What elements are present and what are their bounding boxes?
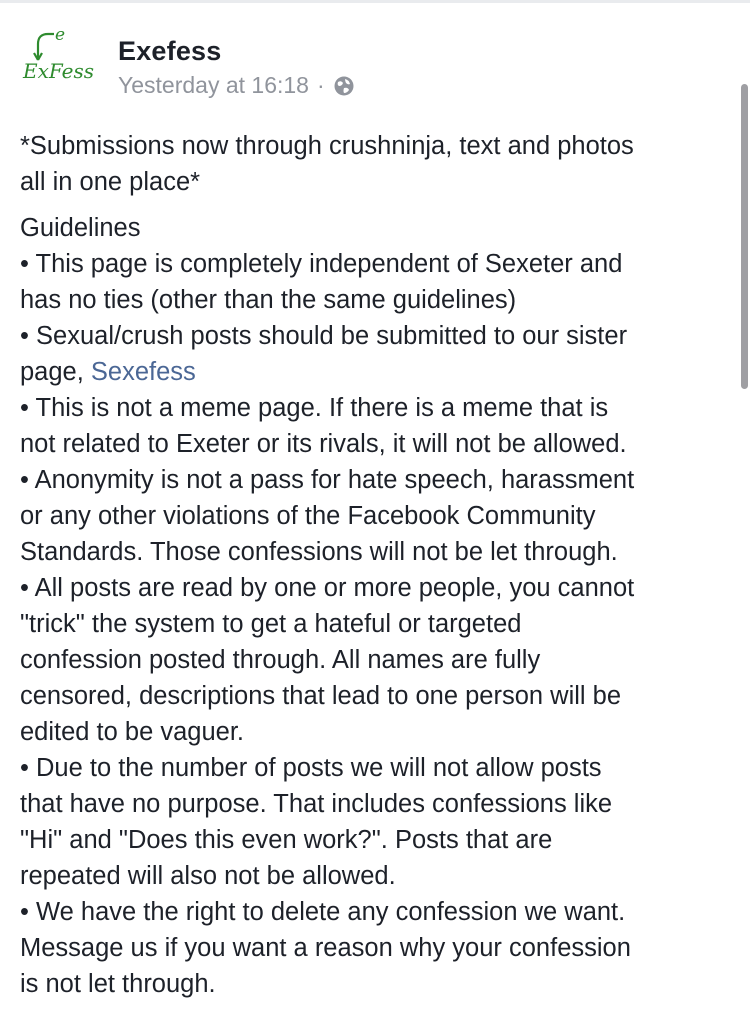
guideline-line: • This page is completely independent of Sexeter and bbox=[20, 250, 623, 278]
guideline-line: repeated will also not be allowed. bbox=[20, 862, 396, 890]
guideline-line: • Due to the number of posts we will not allow posts bbox=[20, 754, 602, 782]
intro-line: all in one place* bbox=[20, 168, 201, 196]
guideline-line: or any other violations of the Facebook Community bbox=[20, 502, 596, 530]
submission-notice bbox=[20, 128, 732, 200]
guideline-line: Standards. Those confessions will not be let through. bbox=[20, 538, 618, 566]
guideline-line: "Hi" and "Does this even work?". Posts that are bbox=[20, 826, 553, 854]
guideline-line: confession posted through. All names are fully bbox=[20, 646, 541, 674]
post-header bbox=[18, 20, 718, 110]
guideline-line: that have no purpose. That includes confessions like bbox=[20, 790, 613, 818]
guideline-line: not related to Exeter or its rivals, it will not be allowed. bbox=[20, 430, 627, 458]
scrollbar[interactable] bbox=[741, 84, 748, 389]
logo-wordmark: ExFess bbox=[23, 59, 95, 83]
logo-letter: e bbox=[55, 25, 66, 45]
guideline-line: edited to be vaguer. bbox=[20, 718, 245, 746]
guideline-line: • We have the right to delete any confession we want. bbox=[20, 898, 626, 926]
guideline-line: • Anonymity is not a pass for hate speech, harassment bbox=[20, 466, 635, 494]
page-name[interactable]: Exefess bbox=[118, 36, 222, 66]
guidelines-title: Guidelines bbox=[20, 214, 141, 242]
guideline-line bbox=[20, 358, 196, 386]
guideline-line-text: page, bbox=[20, 358, 91, 386]
guideline-line: censored, descriptions that lead to one person will be bbox=[20, 682, 622, 710]
globe-icon[interactable] bbox=[333, 75, 355, 97]
exfess-logo bbox=[18, 20, 100, 102]
page-avatar[interactable] bbox=[18, 20, 100, 102]
intro-line: *Submissions now through crushninja, text and photos bbox=[20, 132, 634, 160]
sister-page-link[interactable]: Sexefess bbox=[90, 358, 196, 386]
guideline-line: • Sexual/crush posts should be submitted to our sister bbox=[20, 322, 628, 350]
post-meta bbox=[118, 72, 355, 99]
meta-separator: · bbox=[316, 72, 325, 98]
post-timestamp[interactable]: Yesterday at 16:18 bbox=[118, 72, 309, 98]
guideline-line: Message us if you want a reason why your confession bbox=[20, 934, 631, 962]
guideline-line: has no ties (other than the same guidelines) bbox=[20, 286, 517, 314]
post-body bbox=[20, 128, 732, 1002]
guideline-line: is not let through. bbox=[20, 970, 216, 998]
guideline-line: "trick" the system to get a hateful or targeted bbox=[20, 610, 522, 638]
guidelines bbox=[20, 210, 732, 1002]
guideline-line: • This is not a meme page. If there is a meme that is bbox=[20, 394, 609, 422]
guideline-line: • All posts are read by one or more people, you cannot bbox=[20, 574, 635, 602]
